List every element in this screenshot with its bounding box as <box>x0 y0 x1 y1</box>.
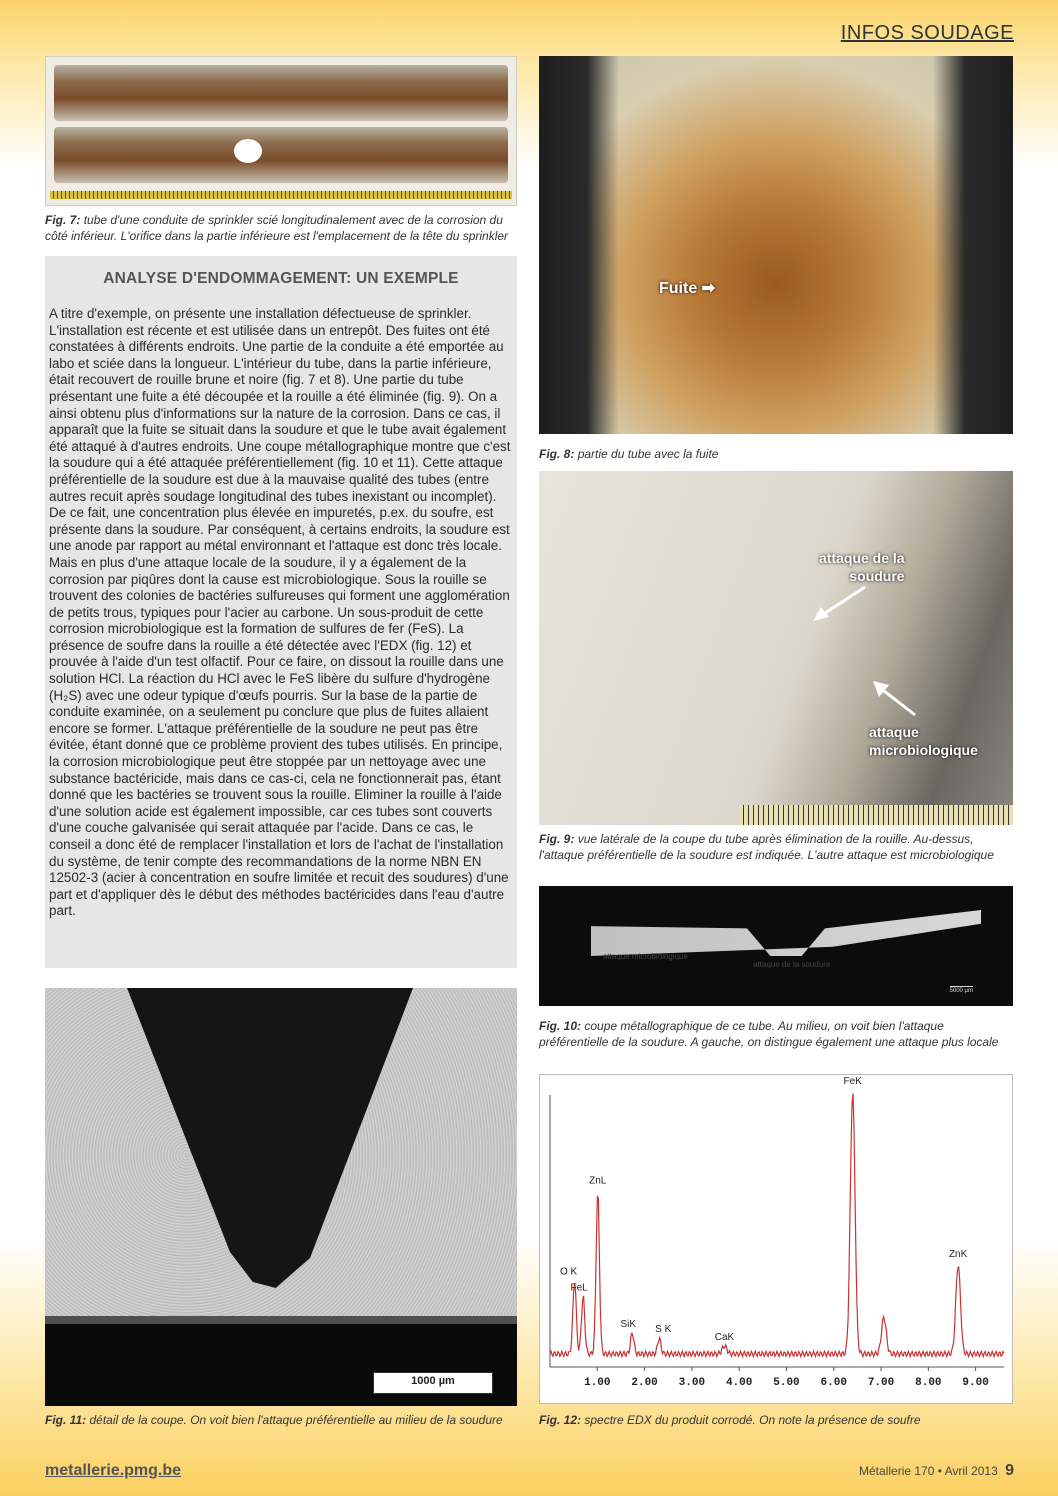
footer-issue-text: Métallerie 170 • Avril 2013 <box>859 1464 998 1478</box>
fig11-scalebar <box>373 1372 493 1394</box>
weld-attack-line2: soudure <box>849 568 905 584</box>
peak-label: S K <box>655 1324 672 1336</box>
fig9-photo <box>539 471 1013 825</box>
fig10-right-annotation: attaque de la soudure <box>753 960 831 969</box>
x-tick-label: 6.00 <box>820 1377 847 1389</box>
micro-attack-annotation <box>869 723 978 759</box>
micro-arrow-icon <box>869 679 919 719</box>
x-tick-label: 4.00 <box>725 1377 753 1389</box>
fig8-caption <box>539 446 1013 462</box>
fig9-caption-text: vue latérale de la coupe du tube après élimination de la rouille. Au-dessus, l'attaque préférentielle de la soudure est indiquée. L'autre attaque est microbiologique <box>539 832 994 862</box>
case-study-title: ANALYSE D'ENDOMMAGEMENT: UN EXEMPLE <box>103 270 459 287</box>
pipe-lower-half <box>54 127 508 183</box>
fig12-label: Fig. 12: <box>539 1413 582 1427</box>
footer-url[interactable]: metallerie.pmg.be <box>45 1462 182 1479</box>
galvanized-layer <box>45 1316 517 1324</box>
fig10-label: Fig. 10: <box>539 1019 582 1033</box>
x-tick-label: 9.00 <box>962 1377 989 1389</box>
edx-spectrum-svg <box>540 1075 1013 1404</box>
peak-label: ZnL <box>589 1175 607 1187</box>
fig11-caption <box>45 1412 519 1428</box>
peak-label: FeK <box>843 1075 862 1087</box>
x-tick-label: 5.00 <box>773 1377 800 1389</box>
fig11-caption-text: détail de la coupe. On voit bien l'attaque préférentielle au milieu de la soudure <box>89 1413 503 1427</box>
fig10-scale: 5000 µm <box>949 988 973 994</box>
leak-annotation: Fuite ➡ <box>659 280 716 297</box>
sprinkler-orifice <box>234 139 262 163</box>
fig7-caption <box>45 212 519 244</box>
fig12-edx-chart <box>539 1074 1013 1404</box>
page-number: 9 <box>1005 1462 1014 1479</box>
x-tick-label: 8.00 <box>915 1377 942 1389</box>
x-tick-label: 1.00 <box>584 1377 611 1389</box>
peak-label: ZnK <box>948 1248 968 1260</box>
measuring-ruler <box>50 191 512 199</box>
fig9-ruler <box>739 805 1013 825</box>
weld-attack-annotation <box>819 549 905 585</box>
case-study-box <box>45 256 517 968</box>
weld-attack-line1: attaque de la <box>819 550 905 566</box>
peak-label: CaK <box>714 1332 735 1344</box>
section-rubric: INFOS SOUDAGE <box>840 22 1014 44</box>
fig8-photo <box>539 56 1013 434</box>
peak-label: FeL <box>570 1282 588 1294</box>
fig11-photo <box>45 988 517 1406</box>
micro-attack-line1: attaque <box>869 724 919 740</box>
edx-series-line <box>550 1094 1004 1357</box>
fig9-caption <box>539 831 1013 863</box>
fig12-caption <box>539 1412 1013 1428</box>
x-tick-label: 7.00 <box>867 1377 895 1389</box>
fig11-scale-label: 1000 µm <box>411 1375 455 1387</box>
fig10-photo <box>539 886 1013 1006</box>
case-study-body: A titre d'exemple, on présente une installation défectueuse de sprinkler. L'installation est récente et est utilisée dans un entrepôt. Des fuites ont été constatées à différents endroits. Une partie de la conduite a été emportée au labo et sciée dans la longueur. L'intérieur du tube, dans la partie inférieure, était recouvert de rouille brune et noire (fig. 7 et 8). Une partie du tube présentant une fuite a été découpée et la rouille a été éliminée (fig. 9). On a ainsi obtenu plus d'informations sur la nature de la corrosion. Dans ce cas, il apparaît que la fuite se situait dans la soudure et que le tube avait également été attaqué à d'autres endroits. Une coupe métallographique montre que c'est la soudure qui a été attaquée préférentiellement (fig. 10 et 11). Cette attaque préférentielle de la soudure est due à la mauvaise qualité des tubes (entre autres recuit après soudage longitudinal des tubes inexistant ou incomplet). De ce fait, une concentration plus élevée en impuretés, p.ex. du soufre, est présente dans la soudure. Par conséquent, à certains endroits, la soudure est une anode par rapport au métal environnant et l'attaque est donc très locale. Mais en plus d'une attaque locale de la soudure, il y a également de la corrosion par piqûres dont la cause est microbiologique. Sous la rouille se trouvent des colonies de bactéries sulfureuses qui forment une agglomération de petits trous, typiques pour l'acier au carbone. Un sous-produit de cette corrosion microbiologique est la formation de sulfures de fer (FeS). La présence de soufre dans la rouille a été détectée avec l'EDX (fig. 12) et prouvée à l'aide d'un test olfactif. Pour ce faire, on dissout la rouille dans une solution HCl. La réaction du HCl avec le FeS libère du sulfure d'hydrogène (H₂S) avec une odeur typique d'œufs pourris. Sur la base de la partie de conduite examinée, on a seulement pu conclure que plus de fuites allaient encore se former. L'attaque préférentielle de la soudure ne peut pas être évitée, étant donné que ce problème provient des tubes utilisés. En principe, la corrosion microbiologique peut être stoppée par un nettoyage avec une substance bactéricide, mais dans ce cas-ci, cela ne fonctionnerait pas, étant donné que les bactéries se trouvent sous la rouille. Eliminer la rouille à l'aide d'une solution acide est également impossible, car ces tubes sont couverts d'une couche galvanisée qui serait attaquée par l'acide. Dans ce cas, le conseil a donc été de remplacer l'installation et lors de l'achat de l'installation du système, de tenir compte des recommandations de la norme NBN EN 12502-3 (acier à concentration en soufre limitée et recuit des soudures) d'une part et d'appliquer dès le début des méthodes bactéricides dans l'eau d'autre part. <box>49 306 511 919</box>
pipe-upper-half <box>54 65 508 121</box>
fig8-caption-text: partie du tube avec la fuite <box>577 447 719 461</box>
pipe-wall-right <box>933 56 1013 434</box>
micro-attack-line2: microbiologique <box>869 742 978 758</box>
fig10-caption-text: coupe métallographique de ce tube. Au milieu, on voit bien l'attaque préférentielle de la soudure. A gauche, on distingue également une attaque plus locale <box>539 1019 999 1049</box>
pipe-wall-left <box>539 56 619 434</box>
fig8-label: Fig. 8: <box>539 447 575 461</box>
fig11-label: Fig. 11: <box>45 1413 87 1427</box>
footer-issue <box>859 1462 1014 1480</box>
x-tick-label: 3.00 <box>678 1377 706 1389</box>
fig10-caption <box>539 1018 1013 1050</box>
metallographic-section <box>591 910 981 956</box>
peak-label: O K <box>559 1266 578 1278</box>
x-tick-label: 2.00 <box>631 1377 658 1389</box>
fig7-label: Fig. 7: <box>45 213 81 227</box>
weld-arrow-icon <box>809 583 869 623</box>
fig12-caption-text: spectre EDX du produit corrodé. On note la présence de soufre <box>584 1413 921 1427</box>
peak-label: SiK <box>620 1318 637 1330</box>
fig7-caption-text: tube d'une conduite de sprinkler scié longitudinalement avec de la corrosion du côté inférieur. L'orifice dans la partie inférieure est l'emplacement de la tête du sprinkler <box>45 213 509 243</box>
fig7-photo <box>45 56 517 206</box>
fig10-left-annotation: attaque microbiologique <box>603 952 688 961</box>
fig9-label: Fig. 9: <box>539 832 575 846</box>
